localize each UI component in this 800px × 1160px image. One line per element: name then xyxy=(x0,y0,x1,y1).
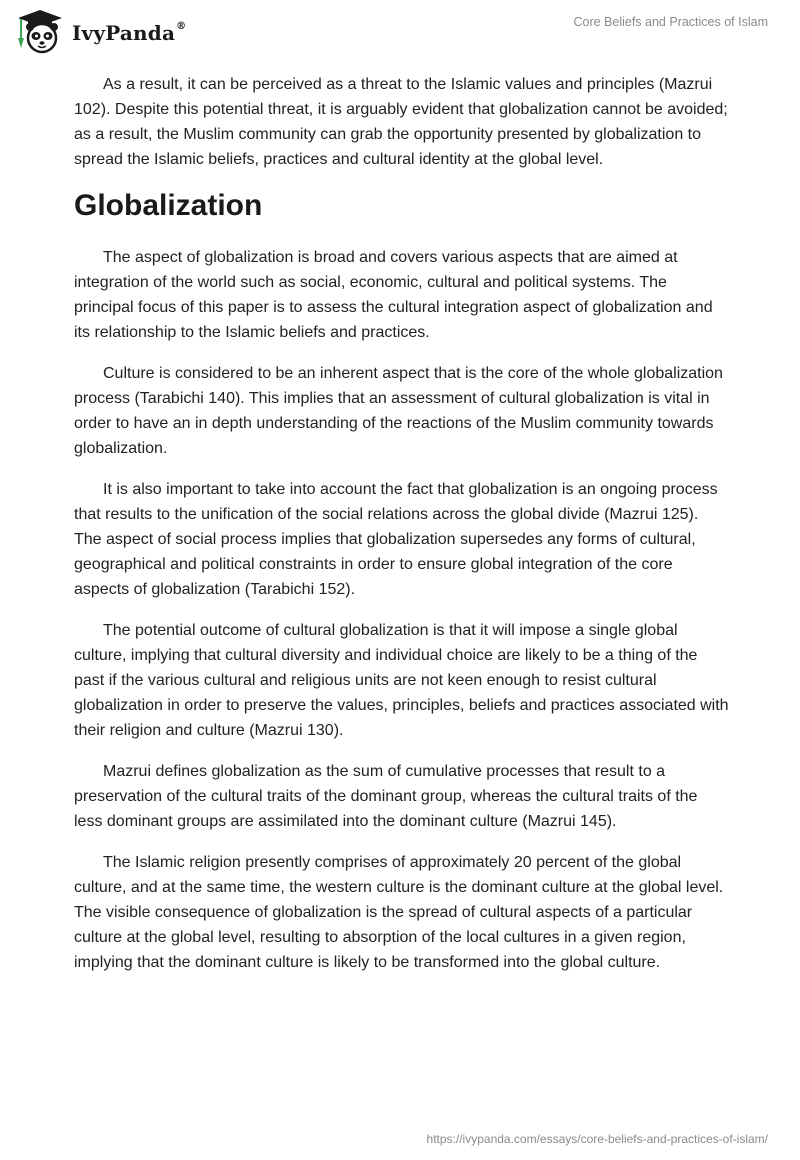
essay-body xyxy=(74,72,730,991)
registered-mark: ® xyxy=(176,21,187,33)
paragraph: It is also important to take into account the fact that globalization is an ongoing process that results to the unification of the social relations across the global divide (Mazrui 125). The aspect of social process implies that globalization supersedes any forms of cultural, geographical and political constraints in order to ensure global integration of the core aspects of globalization (Tarabichi 152). xyxy=(74,481,718,598)
paragraph: Mazrui defines globalization as the sum of cumulative processes that result to a preservation of the cultural traits of the dominant group, whereas the cultural traits of the less dominant groups are assimilated into the dominant culture (Mazrui 145). xyxy=(74,763,698,830)
page-header xyxy=(0,0,800,60)
paragraph: As a result, it can be perceived as a threat to the Islamic values and principles (Mazrui 102). Despite this potential threat, it is arguably evident that globalization cannot be avoided; as a result, the Muslim community can grab the opportunity presented by globalization to spread the Islamic beliefs, practices and cultural identity at the global level. xyxy=(74,76,728,168)
paragraph: The Islamic religion presently comprises of approximately 20 percent of the global culture, and at the same time, the western culture is the dominant culture at the global level. The visible consequence of globalization is the spread of cultural aspects of a particular culture at the global level, resulting to absorption of the local cultures in a given region, implying that the dominant culture is likely to be transformed into the global culture. xyxy=(74,854,724,971)
paragraph: The potential outcome of cultural globalization is that it will impose a single global culture, implying that cultural diversity and individual choice are likely to be a thing of the past if the various cultural and religious units are not keen enough to resist cultural globalization in order to preserve the values, principles, beliefs and practices associated with their religion and culture (Mazrui 130). xyxy=(74,622,729,739)
document-title: Core Beliefs and Practices of Islam xyxy=(573,15,768,29)
source-url-link[interactable]: https://ivypanda.com/essays/core-beliefs-and-practices-of-islam/ xyxy=(426,1132,768,1146)
brand-name: IvyPanda® xyxy=(72,21,187,45)
section-heading: Globalization xyxy=(74,189,263,222)
paragraph: The aspect of globalization is broad and covers various aspects that are aimed at integration of the world such as social, economic, cultural and political systems. The principal focus of this paper is to assess the cultural integration aspect of globalization and its relationship to the Islamic beliefs and practices. xyxy=(74,249,713,341)
brand-logo[interactable] xyxy=(14,8,186,54)
paragraph: Culture is considered to be an inherent aspect that is the core of the whole globalization process (Tarabichi 140). This implies that an assessment of cultural globalization is vital in order to have an in depth understanding of the reactions of the Muslim community towards globalization. xyxy=(74,365,723,457)
panda-graduate-icon xyxy=(14,8,66,54)
